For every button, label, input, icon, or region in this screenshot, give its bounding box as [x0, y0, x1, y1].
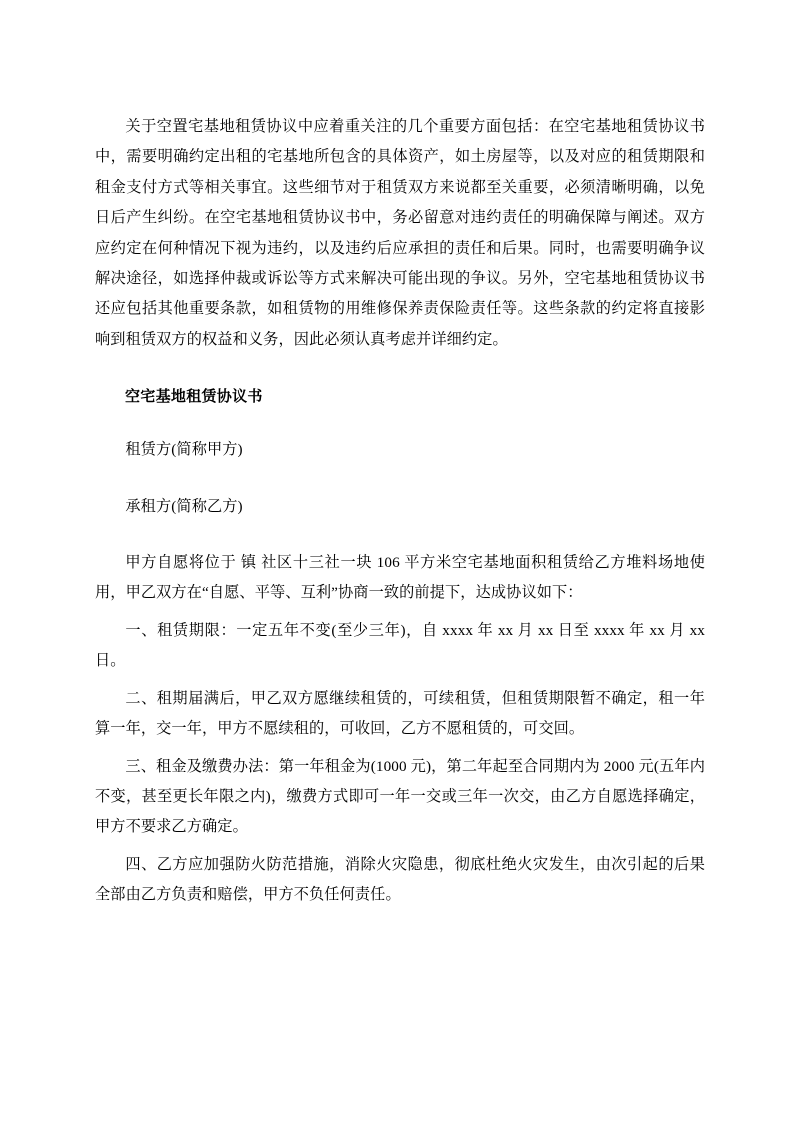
clause-item-1: 一、租赁期限：一定五年不变(至少三年)，自 xxxx 年 xx 月 xx 日至 xxxx 年 xx 月 xx 日。 [95, 621, 705, 670]
clause-item-4: 四、乙方应加强防火防范措施，消除火灾隐患，彻底杜绝火灾发生，由次引起的后果全部由乙方负责和赔偿，甲方不负任何责任。 [95, 855, 705, 904]
document-title: 空宅基地租赁协议书 [125, 388, 263, 406]
preamble-paragraph: 甲方自愿将位于 镇 社区十三社一块 106 平方米空宅基地面积租赁给乙方堆料场地使用，甲乙双方在“自愿、平等、互利”协商一致的前提下，达成协议如下： [95, 554, 705, 602]
clause-item-2: 二、租期届满后，甲乙双方愿继续租赁的，可续租赁，但租赁期限暂不确定，租一年算一年，交一年，甲方不愿续租的，可收回，乙方不愿租赁的，可交回。 [95, 689, 705, 738]
clause-item-3: 三、租金及缴费办法：第一年租金为(1000 元)，第二年起至合同期内为 2000 元(五年内不变，甚至更长年限之内)，缴费方式即可一年一交或三年一次交，由乙方自愿选择确定，甲方不要求乙方确定。 [95, 757, 705, 836]
party-a-line: 租赁方(简称甲方) [125, 441, 243, 459]
party-b-line: 承租方(简称乙方) [125, 497, 243, 515]
document-body [95, 112, 705, 911]
intro-paragraph: 关于空置宅基地租赁协议中应着重关注的几个重要方面包括：在空宅基地租赁协议书中，需要明确约定出租的宅基地所包含的具体资产，如土房屋等，以及对应的租赁期限和租金支付方式等相关事宜。这些细节对于租赁双方来说都至关重要，必须清晰明确，以免日后产生纠纷。在空宅基地租赁协议书中，务必留意对违约责任的明确保障与阐述。双方应约定在何种情况下视为违约，以及违约后应承担的责任和后果。同时，也需要明确争议解决途径，如选择仲裁或诉讼等方式来解决可能出现的争议。另外，空宅基地租赁协议书还应包括其他重要条款，如租赁物的用维修保养责保险责任等。这些条款的约定将直接影响到租赁双方的权益和义务，因此必须认真考虑并详细约定。 [95, 118, 705, 348]
